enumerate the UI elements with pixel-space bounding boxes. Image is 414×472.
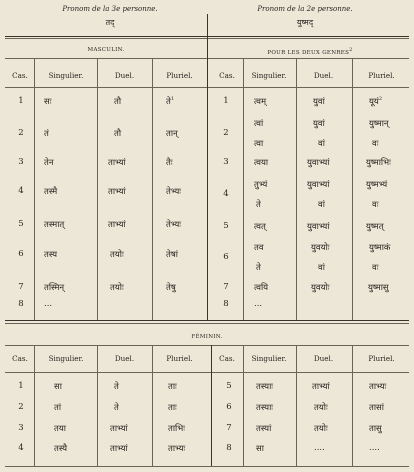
masc-plur-text: ते: [166, 97, 171, 107]
second-case: 1: [223, 96, 229, 106]
fem-col-duel-left: Duel.: [114, 354, 135, 363]
second-case: 3: [223, 157, 229, 167]
second-plur-alt: वः: [372, 263, 379, 273]
fem-duel: तयोः: [314, 403, 328, 413]
vline-lower-l1: [34, 345, 35, 467]
col-plur-left: Pluriel.: [166, 71, 193, 80]
second-sing-alt: त्वा: [254, 139, 264, 149]
col-cas-left: Cas.: [12, 71, 28, 80]
section-feminin: FÉMININ.: [191, 334, 223, 340]
masc-plur-note: 1: [170, 96, 175, 103]
fem-case: 8: [226, 443, 232, 453]
masc-duel: तयोः: [110, 283, 124, 293]
left-header-title: Pronom de la 3e personne.: [62, 5, 158, 13]
fem-sing: सा: [256, 444, 264, 454]
second-plur: युष्मासु: [368, 283, 389, 293]
second-plur-text: यूयं: [369, 97, 379, 107]
fem-plur: ताभ्यः: [168, 444, 186, 454]
second-sing-alt: ते: [256, 263, 261, 273]
masc-sing: तेन: [44, 158, 54, 168]
masc-sing: तस्य: [44, 250, 58, 260]
section-masculin: MASCULIN.: [87, 47, 125, 53]
second-plur: युष्मान्: [369, 119, 389, 129]
second-sing: तुभ्यं: [254, 180, 268, 190]
fem-plur: ताभ्यः: [369, 382, 387, 392]
rule-fem: [5, 345, 409, 346]
second-plur: युष्मभ्यं: [366, 180, 388, 190]
fem-col-sing-right: Singulier.: [251, 354, 287, 363]
masc-duel: ताभ्यां: [108, 220, 126, 230]
fem-sing: तस्याः: [256, 403, 274, 413]
col-sing-left: Singulier.: [48, 71, 84, 80]
vline-lower-center: [211, 345, 212, 467]
second-plur-alt: वः: [372, 200, 379, 210]
masc-duel: तयोः: [110, 250, 124, 260]
second-plur: युष्माभिः: [366, 158, 391, 168]
right-header-title: Pronom de la 2e personne.: [257, 5, 353, 13]
vline-lower-l2: [97, 345, 98, 467]
masc-plur: तेषां: [166, 250, 178, 260]
fem-duel: ते: [114, 382, 119, 392]
masc-sing: तस्मात्: [44, 220, 65, 230]
second-duel: युवयोः: [311, 283, 330, 293]
masc-duel: तौ: [114, 97, 122, 107]
second-duel: युवां: [313, 119, 325, 129]
masc-case: 6: [18, 249, 24, 259]
rule-mid2: [5, 323, 409, 324]
fem-case: 4: [18, 443, 24, 453]
second-plur-note: 2: [378, 96, 383, 103]
second-duel-alt: वां: [318, 263, 325, 273]
vline-upper-r3: [352, 58, 353, 320]
second-duel: युवयोः: [311, 243, 330, 253]
masc-sing: तस्मिन्: [44, 283, 65, 293]
section-both-note: 2: [349, 47, 353, 53]
col-cas-right: Cas.: [219, 71, 235, 80]
fem-col-plur-right: Pluriel.: [368, 354, 395, 363]
fem-duel: ....: [314, 443, 325, 453]
second-duel-alt: वां: [318, 139, 325, 149]
col-plur-right: Pluriel.: [368, 71, 395, 80]
fem-duel: ताभ्यां: [312, 382, 330, 392]
masc-plur: तेषु: [166, 283, 176, 293]
vline-lower-r2: [296, 345, 297, 467]
second-sing: तव: [254, 243, 264, 253]
fem-col-duel-right: Duel.: [313, 354, 334, 363]
second-plur-alt: वः: [372, 139, 379, 149]
masc-plur: तेभ्यः: [166, 187, 182, 197]
second-plur: [369, 96, 382, 107]
second-duel: युवाभ्यां: [307, 222, 330, 232]
fem-case: 3: [18, 423, 24, 433]
fem-duel: तयोः: [314, 424, 328, 434]
vline-lower-r1: [243, 345, 244, 467]
vline-upper-l1: [34, 58, 35, 320]
second-case: 8: [223, 299, 229, 309]
fem-plur: ताः: [168, 403, 177, 413]
masc-sing: तं: [44, 129, 49, 139]
fem-case: 6: [226, 402, 232, 412]
fem-case: 2: [18, 402, 24, 412]
fem-sing: तां: [54, 403, 62, 413]
vline-upper-r1: [243, 58, 244, 320]
vline-lower-r3: [352, 345, 353, 467]
fem-plur: तासु: [369, 424, 382, 434]
masc-case: 7: [18, 282, 24, 292]
second-case: 7: [223, 282, 229, 292]
masc-sing: ...: [44, 299, 53, 309]
section-both-label: POUR LES DEUX GENRES: [267, 49, 350, 56]
masc-case: 8: [18, 299, 24, 309]
fem-sing: तस्यां: [256, 424, 272, 434]
section-both-genders: [210, 47, 410, 56]
fem-duel: ताभ्यां: [110, 424, 128, 434]
second-duel-alt: वां: [318, 200, 325, 210]
rule-bottom: [5, 466, 409, 467]
rule-mid: [5, 320, 409, 321]
second-duel: युवाभ्यां: [307, 180, 330, 190]
second-sing: त्वां: [254, 119, 264, 129]
left-header-word: तद्: [105, 18, 115, 27]
second-sing: ...: [254, 299, 263, 309]
second-sing: त्वयि: [254, 283, 269, 293]
masc-case: 4: [18, 186, 24, 196]
fem-plur: ....: [369, 443, 380, 453]
masc-sing: सः: [44, 97, 52, 107]
vline-lower-l3: [152, 345, 153, 467]
fem-sing: तस्याः: [256, 382, 274, 392]
fem-sing: तस्यै: [54, 444, 68, 454]
second-case: 4: [223, 189, 229, 199]
rule-fem-colhdr: [5, 372, 409, 373]
second-sing: त्वया: [254, 158, 269, 168]
masc-case: 5: [18, 219, 24, 229]
fem-sing: सा: [54, 382, 62, 392]
second-plur: युष्माकं: [369, 243, 391, 253]
masc-case: 1: [18, 96, 24, 106]
fem-case: 5: [226, 381, 232, 391]
masc-plur: तैः: [166, 158, 173, 168]
vline-upper-l2: [97, 58, 98, 320]
second-case: 2: [223, 128, 229, 138]
second-case: 5: [223, 221, 229, 231]
col-duel-left: Duel.: [114, 71, 135, 80]
masc-case: 3: [18, 157, 24, 167]
second-sing: त्वम्: [254, 97, 267, 107]
fem-duel: ते: [114, 403, 119, 413]
masc-duel: ताभ्यां: [108, 158, 126, 168]
fem-col-plur-left: Pluriel.: [166, 354, 193, 363]
second-sing-alt: ते: [256, 200, 261, 210]
masc-case: 2: [18, 128, 24, 138]
masc-duel: तौ: [114, 129, 122, 139]
fem-plur: ताः: [168, 382, 177, 392]
fem-sing: तया: [54, 424, 66, 434]
fem-col-cas-right: Cas.: [219, 354, 235, 363]
fem-case: 7: [226, 423, 232, 433]
vline-upper-l3: [152, 58, 153, 320]
fem-col-sing-left: Singulier.: [48, 354, 84, 363]
fem-plur: ताभिः: [168, 424, 185, 434]
masc-plur: तान्: [166, 129, 178, 139]
vline-upper-r2: [296, 58, 297, 320]
col-sing-right: Singulier.: [251, 71, 287, 80]
vline-upper-center: [207, 14, 208, 320]
fem-case: 1: [18, 381, 24, 391]
fem-plur: तासां: [369, 403, 384, 413]
masc-plur: तेभ्यः: [166, 220, 182, 230]
right-header-word: युष्मद्: [296, 18, 314, 27]
masc-duel: ताभ्यां: [108, 187, 126, 197]
masc-sing: तस्मै: [44, 187, 58, 197]
second-plur: युष्मत्: [366, 222, 384, 232]
second-duel: युवाभ्यां: [307, 158, 330, 168]
fem-duel: ताभ्यां: [110, 444, 128, 454]
second-case: 6: [223, 252, 229, 262]
fem-col-cas-left: Cas.: [12, 354, 28, 363]
masc-plur: [166, 96, 174, 107]
second-sing: त्वत्: [254, 222, 266, 232]
second-duel: युवां: [313, 97, 325, 107]
col-duel-right: Duel.: [313, 71, 334, 80]
